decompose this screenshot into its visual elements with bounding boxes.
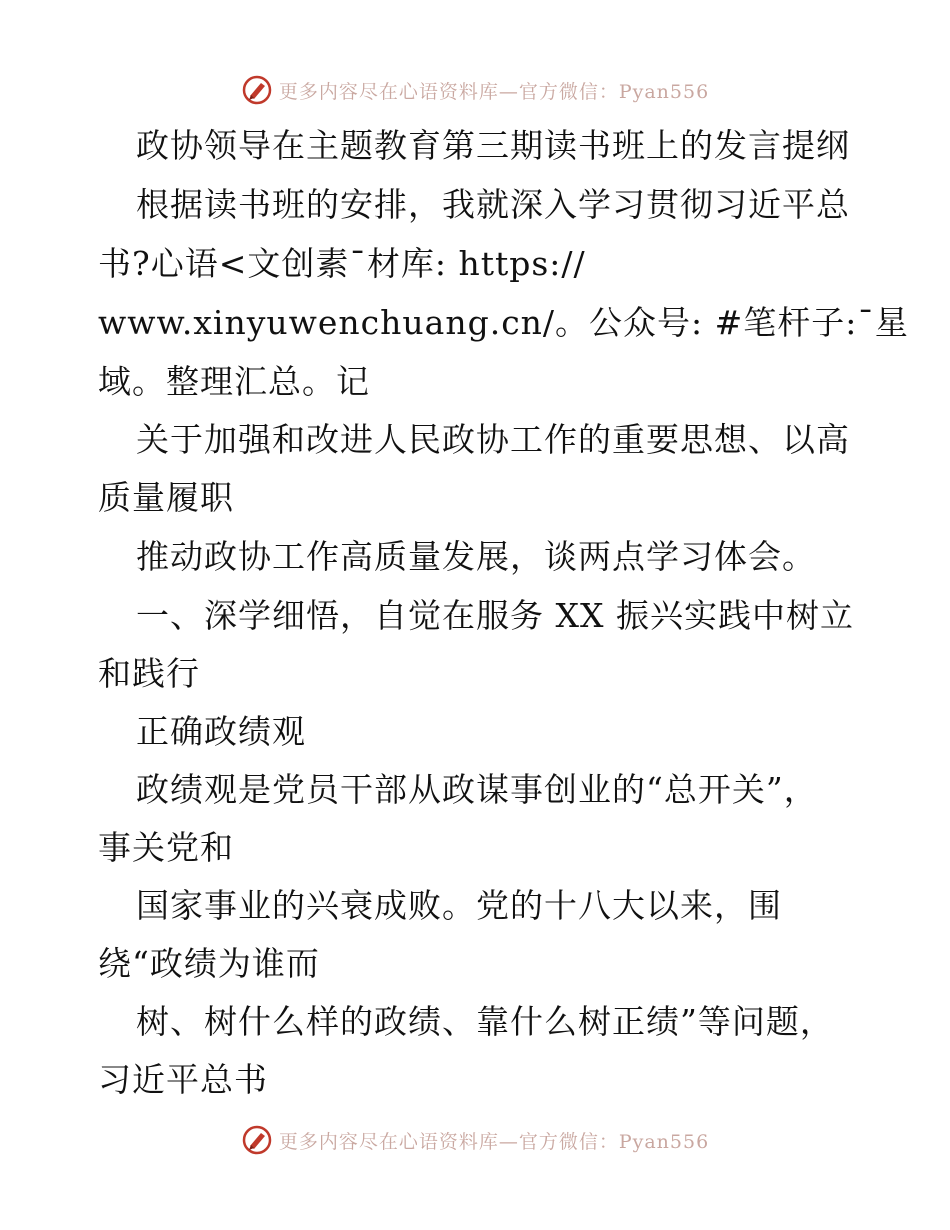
text-line: 事关党和 bbox=[98, 828, 234, 867]
footer-banner-text: 更多内容尽在心语资料库—官方微信：Pyan556 bbox=[278, 1130, 710, 1153]
footer-banner bbox=[0, 1120, 950, 1160]
text-line: 质量履职 bbox=[98, 478, 234, 517]
text-line: 树、树什么样的政绩、靠什么树正绩”等问题， bbox=[136, 1002, 834, 1041]
text-line: 推动政协工作高质量发展，谈两点学习体会。 bbox=[136, 537, 816, 576]
document-title: 政协领导在主题教育第三期读书班上的发言提纲 bbox=[136, 126, 850, 165]
text-line: 正确政绩观 bbox=[136, 712, 306, 751]
text-line: 政绩观是党员干部从政谋事创业的“总开关”， bbox=[136, 770, 818, 809]
text-line: 国家事业的兴衰成败。党的十八大以来，围 bbox=[136, 886, 782, 925]
text-line: www.xinyuwenchuang.cn/。公众号: #笔杆子:¯星 bbox=[98, 303, 909, 342]
header-banner bbox=[0, 70, 950, 110]
section-heading: 一、深学细悟，自觉在服务 XX 振兴实践中树立 bbox=[136, 596, 854, 635]
text-line: 习近平总书 bbox=[98, 1060, 268, 1099]
logo-icon bbox=[241, 74, 273, 106]
text-line: 绕“政绩为谁而 bbox=[98, 944, 320, 983]
text-line: 书?心语<文创素¯材库: https:// bbox=[98, 244, 586, 283]
text-line: 域。整理汇总。记 bbox=[98, 362, 370, 401]
text-line: 根据读书班的安排，我就深入学习贯彻习近平总 bbox=[136, 185, 850, 224]
text-line: 和践行 bbox=[98, 654, 200, 693]
header-banner-text: 更多内容尽在心语资料库—官方微信：Pyan556 bbox=[278, 80, 710, 103]
logo-icon bbox=[241, 1124, 273, 1156]
text-line: 关于加强和改进人民政协工作的重要思想、以高 bbox=[136, 420, 850, 459]
